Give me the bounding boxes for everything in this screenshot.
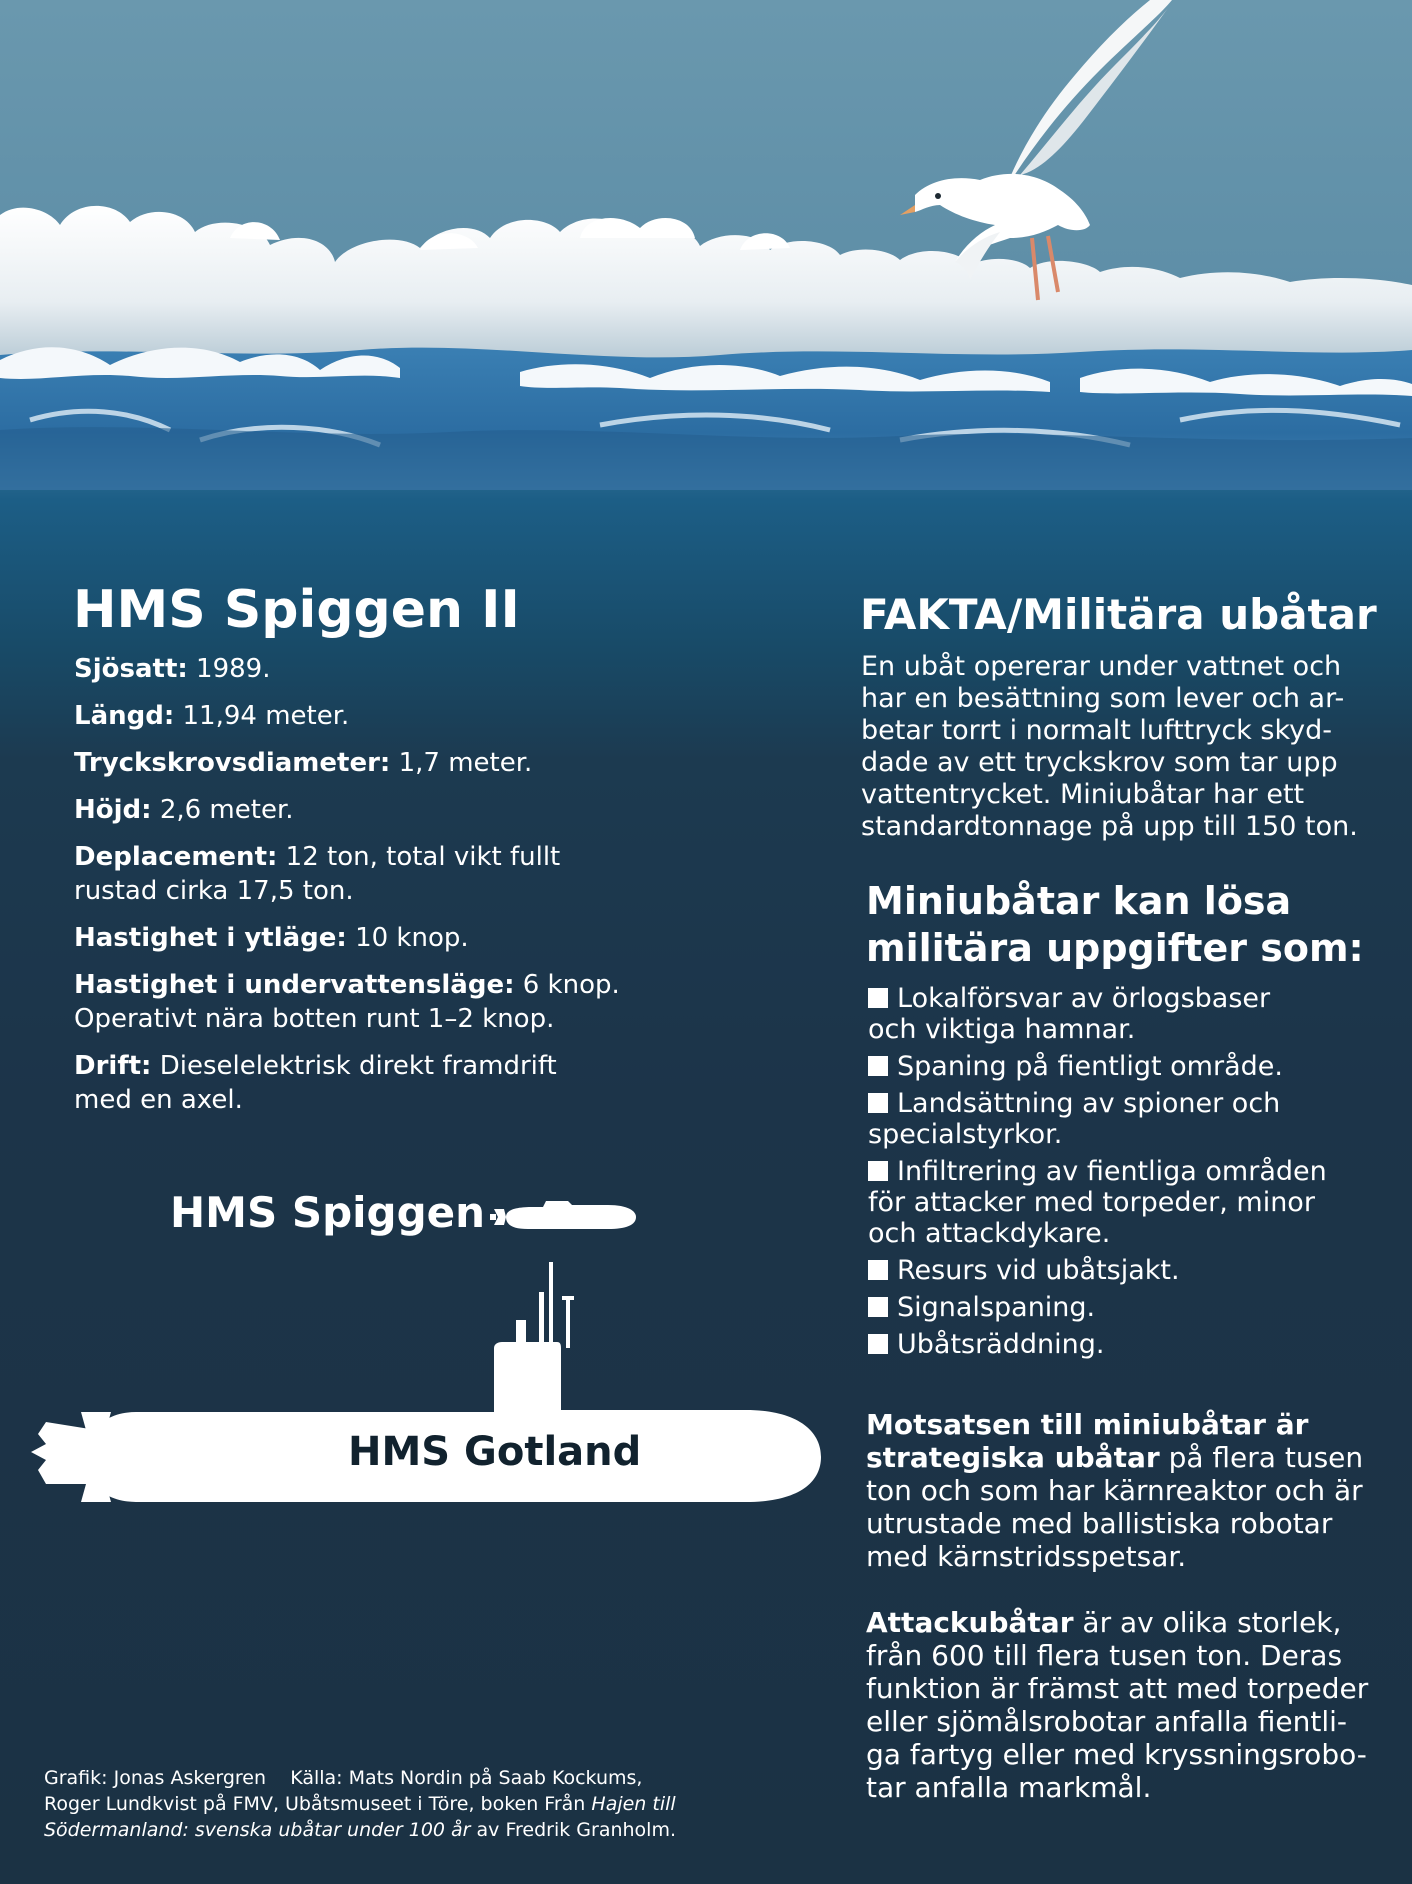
fakta-title: FAKTA/Militära ubåtar — [860, 590, 1377, 639]
spec-value: 12 ton, total vikt fullt — [285, 842, 561, 872]
paragraph-line: med kärnstridsspetsar. — [866, 1540, 1187, 1573]
spiggen-silhouette-icon — [488, 1195, 638, 1235]
spec-item — [74, 699, 674, 733]
spec-value: 1989. — [196, 654, 271, 684]
credits-line — [44, 1765, 744, 1791]
spec-label: Sjösatt: — [74, 654, 188, 684]
spec-item — [74, 921, 674, 955]
credits — [44, 1765, 744, 1843]
spec-value: 10 knop. — [355, 923, 469, 953]
square-bullet-icon — [868, 1093, 888, 1113]
mini-title-line: militära uppgifter som: — [866, 926, 1364, 970]
paragraph-bold: strategiska ubåtar — [866, 1441, 1160, 1474]
list-item — [868, 1156, 1388, 1249]
list-item-text: Signalspaning. — [897, 1292, 1096, 1323]
fakta-line: dade av ett tryckskrov som tar upp — [861, 747, 1338, 778]
spec-value: 1,7 meter. — [398, 748, 533, 778]
paragraph-line: utrustade med ballistiska robotar — [866, 1507, 1333, 1540]
strategic-paragraph — [866, 1408, 1386, 1573]
paragraph-text: på flera tusen — [1159, 1441, 1364, 1474]
list-item-text: Ubåtsräddning. — [897, 1329, 1105, 1360]
list-item-text: Landsättning av spioner och — [897, 1088, 1281, 1119]
spec-list — [74, 652, 674, 1130]
spec-item — [74, 652, 674, 686]
credits-line — [44, 1791, 744, 1817]
fakta-line: standardtonnage på upp till 150 ton. — [861, 811, 1358, 842]
list-item — [868, 1088, 1388, 1150]
list-item-text: och viktiga hamnar. — [868, 1014, 1136, 1045]
spec-continuation: med en axel. — [74, 1085, 243, 1115]
spec-label: Hastighet i ytläge: — [74, 923, 347, 953]
paragraph-bold: Attackubåtar — [866, 1606, 1074, 1639]
square-bullet-icon — [868, 1161, 888, 1181]
credits-text: Roger Lundkvist på FMV, Ubåtsmuseet i Töre, boken Från — [44, 1793, 592, 1815]
spec-item — [74, 840, 674, 908]
list-item-text: Spaning på fientligt område. — [897, 1051, 1283, 1082]
list-item — [868, 983, 1388, 1045]
spec-value: 11,94 meter. — [182, 701, 350, 731]
credits-line — [44, 1817, 744, 1843]
list-item — [868, 1255, 1388, 1286]
paragraph-text: är av olika storlek, — [1073, 1606, 1342, 1639]
spiggen-title: HMS Spiggen II — [73, 580, 520, 640]
mini-task-list — [868, 983, 1388, 1366]
paragraph-line: ga fartyg eller med kryssningsrobo- — [866, 1738, 1367, 1771]
fakta-line: En ubåt opererar under vattnet och — [861, 651, 1342, 682]
fakta-line: har en besättning som lever och ar- — [861, 683, 1345, 714]
gotland-label: HMS Gotland — [348, 1429, 642, 1475]
paragraph-line: från 600 till flera tusen ton. Deras — [866, 1639, 1343, 1672]
list-item — [868, 1051, 1388, 1082]
paragraph-line: funktion är främst att med torpeder — [866, 1672, 1369, 1705]
paragraph-line: ton och som har kärnreaktor och är — [866, 1474, 1363, 1507]
list-item — [868, 1292, 1388, 1323]
square-bullet-icon — [868, 1334, 888, 1354]
fakta-line: vattentrycket. Miniubåtar har ett — [861, 779, 1305, 810]
square-bullet-icon — [868, 1260, 888, 1280]
credits-book-title: Hajen till — [591, 1793, 676, 1815]
attack-paragraph — [866, 1606, 1386, 1804]
credits-grafik: Grafik: Jonas Askergren — [44, 1767, 267, 1789]
credits-source: Källa: Mats Nordin på Saab Kockums, — [290, 1767, 643, 1789]
credits-text: av Fredrik Granholm. — [470, 1819, 677, 1841]
spec-label: Längd: — [74, 701, 175, 731]
spec-continuation: rustad cirka 17,5 ton. — [74, 876, 354, 906]
fakta-body — [861, 651, 1391, 843]
square-bullet-icon — [868, 1056, 888, 1076]
list-item-text: Lokalförsvar av örlogsbaser — [897, 983, 1271, 1014]
list-item — [868, 1329, 1388, 1360]
spec-label: Hastighet i undervattensläge: — [74, 970, 515, 1000]
spiggen-label: HMS Spiggen — [170, 1188, 486, 1237]
paragraph-line: tar anfalla markmål. — [866, 1771, 1152, 1804]
list-item-text: Resurs vid ubåtsjakt. — [897, 1255, 1180, 1286]
spec-label: Höjd: — [74, 795, 152, 825]
spec-item — [74, 1049, 674, 1117]
spec-item — [74, 746, 674, 780]
list-item-text: Infiltrering av fientliga områden — [897, 1156, 1327, 1187]
list-item-text: specialstyrkor. — [868, 1119, 1063, 1150]
spec-item — [74, 968, 674, 1036]
square-bullet-icon — [868, 988, 888, 1008]
square-bullet-icon — [868, 1297, 888, 1317]
spec-value: 6 knop. — [522, 970, 620, 1000]
mini-title — [866, 878, 1386, 972]
gotland-silhouette-icon — [26, 1262, 826, 1514]
spec-label: Tryckskrovsdiameter: — [74, 748, 391, 778]
list-item-text: för attacker med torpeder, minor och attackdykare. — [868, 1187, 1315, 1249]
paragraph-bold: Motsatsen till miniubåtar är — [866, 1408, 1309, 1441]
fakta-line: betar torrt i normalt lufttryck skyd- — [861, 715, 1332, 746]
spec-item — [74, 793, 674, 827]
spec-label: Deplacement: — [74, 842, 278, 872]
sea-sky-illustration — [0, 0, 1412, 510]
paragraph-line: eller sjömålsrobotar anfalla fientli- — [866, 1705, 1347, 1738]
spec-value: 2,6 meter. — [159, 795, 294, 825]
spec-value: Dieselelektrisk direkt framdrift — [159, 1051, 557, 1081]
spec-continuation: Operativt nära botten runt 1–2 knop. — [74, 1004, 555, 1034]
credits-book-title: Södermanland: svenska ubåtar under 100 år — [44, 1819, 471, 1841]
mini-title-line: Miniubåtar kan lösa — [866, 879, 1292, 923]
spec-label: Drift: — [74, 1051, 152, 1081]
